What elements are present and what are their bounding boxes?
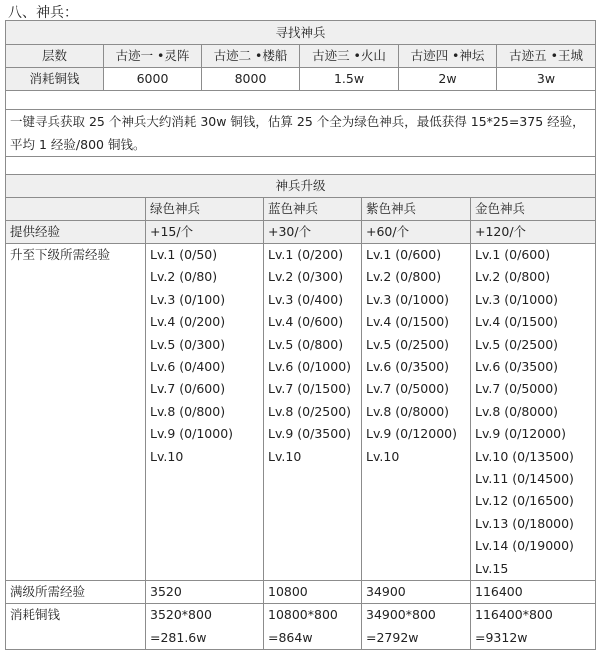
levels-cell-purple [362, 244, 471, 581]
level-requirement: Lv.4 (0/1500) [366, 314, 450, 330]
level-requirement: Lv.3 (0/1000) [475, 291, 559, 307]
level-requirement: Lv.7 (0/600) [150, 381, 226, 397]
level-cell: 古迹一 •灵阵 [104, 45, 202, 68]
level-requirement: Lv.10 [268, 448, 302, 464]
level-requirement: Lv.1 (0/600) [475, 247, 551, 262]
level-requirement: Lv.10 (0/13500) [475, 448, 574, 464]
cost-result: =281.6w [150, 629, 207, 645]
section-heading: 八、神兵： [8, 5, 78, 21]
level-requirement: Lv.8 (0/2500) [268, 403, 352, 419]
level-requirement: Lv.2 (0/300) [268, 269, 344, 285]
cost-cell: 1.5w [300, 68, 399, 91]
level-requirement: Lv.10 [366, 448, 400, 464]
cost-label: 消耗铜钱 [6, 604, 146, 650]
blank-row [6, 91, 596, 110]
max-exp-value: 34900 [362, 581, 471, 604]
exp-label: 提供经验 [6, 221, 146, 244]
level-requirement: Lv.9 (0/3500) [268, 426, 352, 442]
cost-result: =864w [268, 629, 313, 645]
level-requirement: Lv.7 (0/5000) [475, 381, 559, 397]
level-requirement: Lv.6 (0/3500) [366, 359, 450, 375]
row-label-cost: 消耗铜钱 [6, 68, 104, 91]
cost-formula: 10800*800 [268, 607, 338, 623]
cost-formula: 34900*800 [366, 607, 436, 623]
level-requirement: Lv.6 (0/400) [150, 359, 226, 375]
level-requirement: Lv.6 (0/3500) [475, 359, 559, 375]
upgrade-title: 神兵升级 [6, 175, 596, 198]
levels-cell-green [146, 244, 264, 581]
exp-value: +60/个 [362, 221, 471, 244]
cost-cell [146, 604, 264, 650]
column-header-gold: 金色神兵 [471, 198, 596, 221]
level-requirement: Lv.7 (0/5000) [366, 381, 450, 397]
level-requirement: Lv.15 [475, 560, 509, 576]
find-table [5, 20, 596, 176]
column-header-blue: 蓝色神兵 [264, 198, 362, 221]
level-requirement: Lv.4 (0/600) [268, 314, 344, 330]
level-requirement: Lv.4 (0/200) [150, 314, 226, 330]
exp-value: +30/个 [264, 221, 362, 244]
max-exp-value: 116400 [471, 581, 596, 604]
levels-cell-blue [264, 244, 362, 581]
level-requirement: Lv.1 (0/200) [268, 247, 344, 262]
level-requirement: Lv.6 (0/1000) [268, 359, 352, 375]
cost-formula: 3520*800 [150, 607, 212, 623]
cost-cell: 6000 [104, 68, 202, 91]
level-requirement: Lv.1 (0/600) [366, 247, 442, 262]
level-requirement: Lv.3 (0/1000) [366, 291, 450, 307]
level-requirement: Lv.3 (0/100) [150, 291, 226, 307]
level-requirement: Lv.4 (0/1500) [475, 314, 559, 330]
level-requirement: Lv.7 (0/1500) [268, 381, 352, 397]
level-requirement: Lv.8 (0/8000) [366, 403, 450, 419]
level-requirement: Lv.5 (0/2500) [475, 336, 559, 352]
cost-cell: 8000 [202, 68, 300, 91]
cost-cell: 2w [399, 68, 497, 91]
level-requirement: Lv.2 (0/80) [150, 269, 218, 285]
level-requirement: Lv.8 (0/800) [150, 403, 226, 419]
level-requirement: Lv.13 (0/18000) [475, 515, 574, 531]
level-requirement: Lv.1 (0/50) [150, 247, 218, 262]
level-requirement: Lv.2 (0/800) [366, 269, 442, 285]
note-text: 一键寻兵获取 25 个神兵大约消耗 30w 铜钱，估算 25 个全为绿色神兵，最低获得 15*25=375 经验，平均 1 经验/800 铜钱。 [6, 110, 596, 157]
level-requirement: Lv.14 (0/19000) [475, 538, 574, 554]
column-header-purple: 紫色神兵 [362, 198, 471, 221]
cost-result: =2792w [366, 629, 419, 645]
level-requirement: Lv.5 (0/300) [150, 336, 226, 352]
level-requirement: Lv.11 (0/14500) [475, 471, 574, 487]
max-exp-value: 3520 [146, 581, 264, 604]
exp-value: +15/个 [146, 221, 264, 244]
upgrade-table [5, 174, 596, 650]
level-requirement: Lv.10 [150, 448, 184, 464]
exp-value: +120/个 [471, 221, 596, 244]
level-requirement: Lv.5 (0/800) [268, 336, 344, 352]
level-cell: 古迹二 •楼船 [202, 45, 300, 68]
level-requirement: Lv.8 (0/8000) [475, 403, 559, 419]
level-cell: 古迹三 •火山 [300, 45, 399, 68]
cost-cell [471, 604, 596, 650]
cost-cell [362, 604, 471, 650]
max-exp-label: 满级所需经验 [6, 581, 146, 604]
levels-cell-gold [471, 244, 596, 581]
level-requirement: Lv.9 (0/1000) [150, 426, 234, 442]
row-label-levels: 层数 [6, 45, 104, 68]
level-requirement: Lv.5 (0/2500) [366, 336, 450, 352]
max-exp-value: 10800 [264, 581, 362, 604]
level-requirement: Lv.12 (0/16500) [475, 493, 574, 509]
level-requirement: Lv.2 (0/800) [475, 269, 551, 285]
column-header-green: 绿色神兵 [146, 198, 264, 221]
level-requirement: Lv.9 (0/12000) [366, 426, 457, 442]
cost-cell: 3w [497, 68, 596, 91]
cost-result: =9312w [475, 629, 528, 645]
level-requirement: Lv.3 (0/400) [268, 291, 344, 307]
cost-cell [264, 604, 362, 650]
level-cell: 古迹四 •神坛 [399, 45, 497, 68]
cost-formula: 116400*800 [475, 607, 553, 623]
corner-cell [6, 198, 146, 221]
level-cell: 古迹五 •王城 [497, 45, 596, 68]
blank-row [6, 157, 596, 176]
level-requirement: Lv.9 (0/12000) [475, 426, 566, 442]
find-title: 寻找神兵 [6, 21, 596, 45]
levels-label: 升至下级所需经验 [6, 244, 146, 581]
